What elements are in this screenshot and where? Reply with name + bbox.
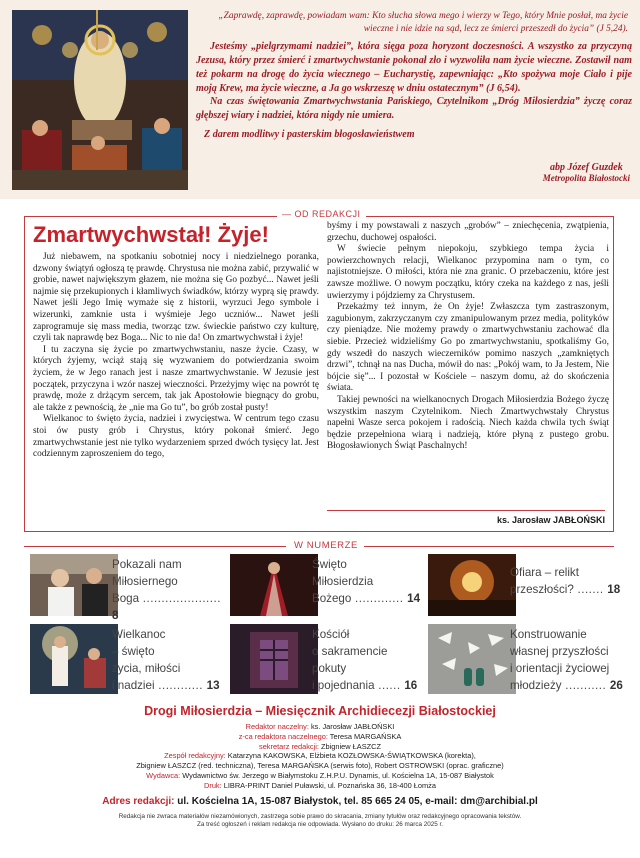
- editorial-paragraph: Już niebawem, na spotkaniu sobotniej nocy i niedzielnego poranka, dzwony świątyń ogłoszą tę prawdę. Chrystusa nie można zabić, przywalić w grobie, nawet największym głazem, nie można się Go pozbyć... Nawet jeśli najmie się przekupionych i kłamliwych świadków, którzy wyprą się prawdy. Nawet jeśli Jego Imię wymaże się z historii, wyrzuci Jego symbole i wizerunki, zamknie usta i wyśmieje Jego uczniów... Nawet jeśli zaprogramuje się mass media, tworząc tzw. świeckie państwo czy kulturę, czyli tak naprawdę bez Boga... Nic to nie da! On zmartwychwstał i żyje!: [33, 252, 319, 344]
- editorial-paragraph: W świecie pełnym niepokoju, szybkiego tempa życia i powierzchownych relacji, Wielkanoc przypomina nam o tym, co najistotniejsze. O miłości, która nie zna granic. O przebaczeniu, które jest zawsze możliwe. O nowym początku, który czeka na każdego z nas, jeśli uwierzymy i pójdziemy za Chrystusem.: [327, 244, 609, 301]
- masthead-line: Zbigniew ŁASZCZ (red. techniczna), Teresa MARGAŃSKA (serwis foto), Robert OSTROWSKI (oprac. graficzne): [136, 761, 504, 771]
- masthead-line: z-ca redaktora naczelnego: Teresa MARGAŃSKA: [238, 731, 402, 741]
- editorial-address: Adres redakcji: ul. Kościelna 1A, 15-087 Białystok, tel. 85 665 24 05, e-mail: dm@archibial.pl: [102, 795, 538, 807]
- masthead-line: Redaktor naczelny: ks. Jarosław JABŁOŃSKI: [245, 722, 395, 731]
- signature: [543, 162, 630, 183]
- masthead-line: Zespół redakcyjny: Katarzyna KAKOWSKA, Elżbieta KOZŁOWSKA-ŚWIĄTKOWSKA (korekta),: [164, 751, 476, 761]
- contents-item-text: Pokazali nam Miłosiernego Boga ..................... 8: [112, 558, 221, 622]
- editorial-box: [24, 209, 614, 532]
- contents-item-text: Kościół o sakramencie pokuty i pojednania ...... 16: [312, 628, 418, 692]
- contents-item-13[interactable]: [30, 624, 230, 694]
- page-number: 18: [607, 583, 621, 596]
- masthead-line: sekretarz redakcji: Zbigniew ŁASZCZ: [259, 741, 381, 751]
- contents-item-14[interactable]: [230, 554, 430, 616]
- divine-mercy-photo: [230, 554, 318, 616]
- confessional-photo: [230, 624, 318, 694]
- contents-title: W NUMERZE: [288, 540, 364, 551]
- editorial-author: ks. Jarosław JABŁOŃSKI: [496, 515, 605, 525]
- contents-item-16[interactable]: [230, 624, 430, 694]
- disclaimer: Redakcja nie zwraca materiałów niezamówionych, zastrzega sobie prawo do skracania, zmiany tytułów oraz redakcyjnego opracowania tekstów. Za treść ogłoszeń i reklam redakcja nie odpowiada. Wysłano do druku: 26 marca 2025 r.: [118, 812, 522, 828]
- masthead-line: Wydawca: Wydawnictwo św. Jerzego w Białymstoku Z.H.P.U. Dynamis, ul. Kościelna 1A, 15-087 Białystok: [146, 770, 494, 780]
- scripture-quote: „Zaprawdę, zaprawdę, powiadam wam: Kto słucha słowa mego i wierzy w Tego, który Mnie posłał, ma życie wieczne i nie idzie na sąd, lecz ze śmierci przeszedł do życia” (J 5,24).: [218, 11, 628, 34]
- contents-item-text: Wielkanoc – święto życia, miłości i nadziei ............ 13: [112, 628, 220, 692]
- editorial-paragraph: byśmy i my powstawali z naszych „grobów” – zniechęcenia, zwątpienia, grzechu, duchowej ospałości.: [327, 221, 609, 243]
- masthead: [0, 698, 640, 829]
- resurrection-painting: [12, 10, 188, 190]
- greeting-text: [196, 10, 632, 140]
- contents-item-text: Święto Miłosierdzia Bożego ............. 14: [312, 558, 421, 605]
- greeting-section: [0, 0, 640, 199]
- editorial-label: — OD REDAKCJI: [277, 209, 366, 219]
- contents-header: [24, 541, 614, 551]
- editorial-left-column: [33, 221, 319, 461]
- contents-item-text: Konstruowanie własnej przyszłości i orientacji życiowej młodzieży ........... 26: [510, 628, 623, 692]
- author-divider: [327, 510, 605, 511]
- editorial-title: Zmartwychwstał! Żyje!: [33, 222, 269, 247]
- page-number: 13: [206, 679, 220, 692]
- editorial-paragraph: Wielkanoc to święto życia, nadziei i zwycięstwa. W centrum tego czasu stoi ów pusty grób i Chrystus, który pokonał śmierć. Jego zmartwychwstanie jest nie tylko wydarzeniem sprzed dwóch tysięcy lat. Jest codziennym zaproszeniem do tego,: [33, 414, 319, 460]
- pope-photo: [30, 554, 118, 616]
- editorial-paragraph: I tu zaczyna się życie po zmartwychwstaniu, nasze życie. Czasy, w których żyjemy, wciąż stają się wyzwaniem do potwierdzania swoim życiem, że w Jego ranach jest i nasze zmartwychwstanie. W Jezusie jest początek, przyczyna i wzór naszej wieczności. Przeżyjmy więc na powrót tę prawdę, może z drżącym sercem, tak jak Apostołowie biegnący do grobu, ale także z pewnością, że „nie ma Go tu”, bo grób został pusty!: [33, 344, 319, 413]
- page-number: 8: [112, 609, 119, 622]
- contents-item-18[interactable]: [428, 554, 628, 616]
- editorial-right-column: [327, 221, 609, 453]
- sacrifice-photo: [428, 554, 516, 616]
- masthead-line: Druk: LIBRA-PRINT Daniel Puławski, ul. Poznańska 36, 18-400 Łomża: [204, 780, 436, 790]
- arrows-shoes-photo: [428, 624, 516, 694]
- page-number: 26: [609, 679, 623, 692]
- page-number: 16: [404, 679, 418, 692]
- contents-item-text: Ofiara – relikt przeszłości? ....... 18: [510, 566, 621, 596]
- easter-photo: [30, 624, 118, 694]
- greeting-paragraph: Na czas świętowania Zmartwychwstania Pańskiego, Czytelnikom „Dróg Miłosierdzia” życzę coraz głębszej wiary i nadziei, która nigdy nie umiera.: [196, 96, 632, 122]
- contents-item-8[interactable]: [30, 554, 230, 622]
- signature-role: Metropolita Białostocki: [542, 173, 630, 183]
- editorial-paragraph: Takiej pewności na wielkanocnych Drogach Miłosierdzia Bożego życzę wszystkim naszym Czytelnikom. Niech Zmartwychwstały Chrystus napełni Wasze serca pokojem i radością. Niech każda chwila tych świąt będzie przepełniona wiarą i nadzieją, które płyną z pustego grobu. Błogosławionych Świąt Paschalnych!: [327, 394, 609, 452]
- editorial-paragraph: Przekażmy też innym, że On żyje! Zwłaszcza tym zastraszonym, zagubionym, zakrzyczanym czy zmanipulowanym przez media, polityków czy pieniądze. Nie możemy prawdy o zmartwychwstaniu zachować dla siebie. Przecież widzieliśmy Go po zmartwychwstaniu, spotkaliśmy Go, gdy wszedł do naszych wieczerników pomimo naszych „zamkniętych drzwi”, tchnął na nas Ducha, mówił do nas: „Pokój wam, to Ja Jestem, Nie bójcie się”... I pozostał w Kościele – naszym domu, aż do skończenia świata.: [327, 302, 609, 394]
- contents-item-26[interactable]: [428, 624, 628, 694]
- greeting-paragraph: Jesteśmy „pielgrzymami nadziei”, która sięga poza horyzont doczesności. A wszystko za przyczyną Jezusa, który przez śmierć i zmartwychwstanie pokonał zło i wyzwoliła nam życie wieczne. Zostawił nam też pokarm na drogę do życia wiecznego – Eucharystię, zapewniając: „Kto spożywa moje Ciało i pije moją Krew, ma życie wieczne, a Ja go wskrzeszę w dniu ostatecznym” (J 6,54).: [196, 41, 632, 94]
- magazine-title: Drogi Miłosierdzia – Miesięcznik Archidiecezji Białostockiej: [144, 704, 496, 718]
- page-number: 14: [407, 592, 421, 605]
- blessing-line: Z darem modlitwy i pasterskim błogosławieństwem: [204, 128, 415, 140]
- signature-name: abp Józef Guzdek: [549, 162, 623, 173]
